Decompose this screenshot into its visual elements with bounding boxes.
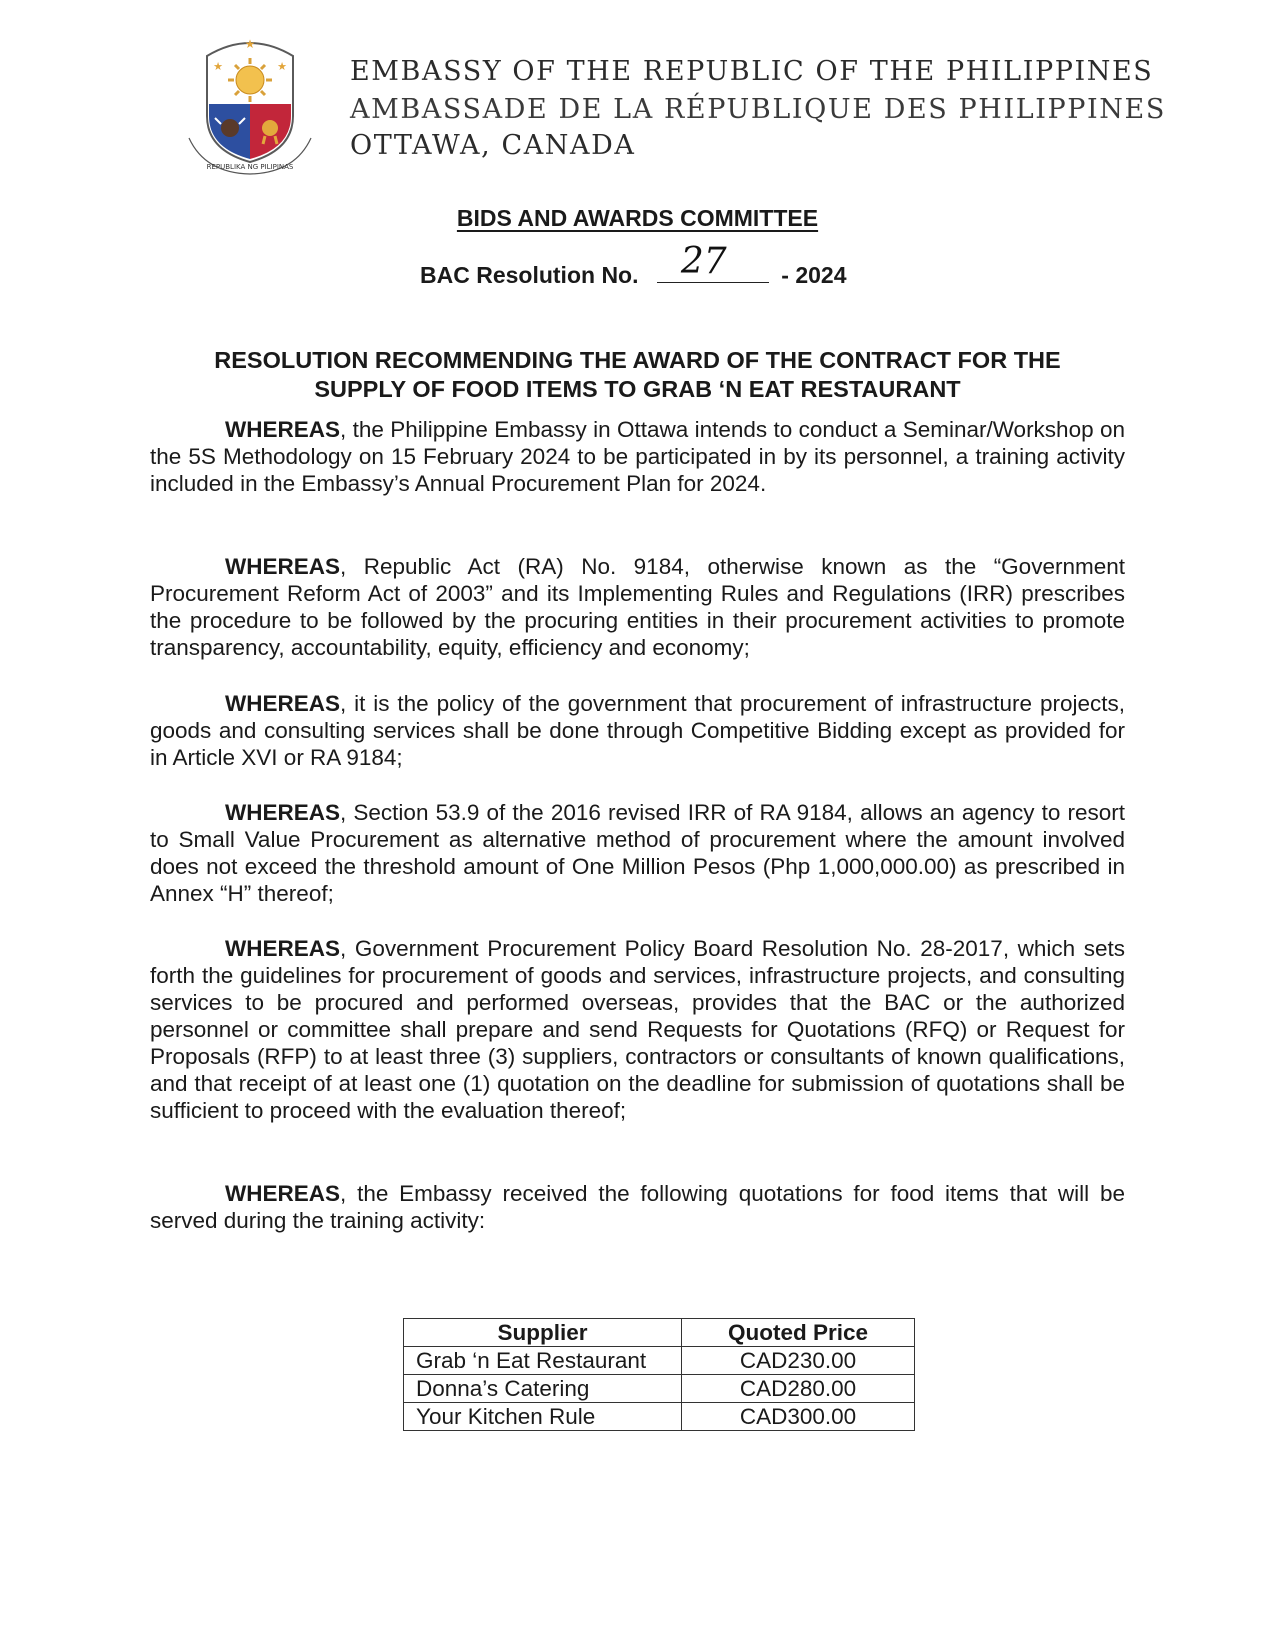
resolution-title <box>150 346 1125 404</box>
whereas-lead: WHEREAS <box>225 691 341 716</box>
resolution-title-line-1: RESOLUTION RECOMMENDING THE AWARD OF THE CONTRACT FOR THE <box>214 347 1061 373</box>
resolution-prefix: BAC Resolution No. <box>420 262 639 288</box>
whereas-lead: WHEREAS <box>225 554 341 579</box>
resolution-number-blank <box>657 241 769 283</box>
whereas-text: , Government Procurement Policy Board Resolution No. 28-2017, which sets forth the guidelines for procurement of goods and services, infrastructure projects, and consulting services to be procured and performed overseas, provides that the BAC or the authorized personnel or committee shall prepare and send Requests for Quotations (RFQ) or Request for Proposals (RFP) to at least three (3) suppliers, contractors or consultants of known qualifications, and that receipt of at least one (1) quotation on the deadline for submission of quotations shall be sufficient to proceed with the evaluation thereof; <box>150 936 1125 1123</box>
whereas-paragraph-5 <box>150 935 1125 1124</box>
svg-text:★: ★ <box>244 37 256 51</box>
whereas-lead: WHEREAS <box>225 936 341 961</box>
letterhead-line-city: OTTAWA, CANADA <box>350 130 636 161</box>
letterhead-line-french: AMBASSADE DE LA RÉPUBLIQUE DES PHILIPPINES <box>350 94 1166 125</box>
committee-heading <box>0 205 1275 232</box>
committee-heading-text: BIDS AND AWARDS COMMITTEE <box>456 205 819 231</box>
whereas-paragraph-6 <box>150 1180 1125 1234</box>
philippine-seal-icon <box>185 28 315 176</box>
price-cell: CAD300.00 <box>682 1403 915 1431</box>
whereas-lead: WHEREAS <box>225 800 341 825</box>
table-row <box>404 1375 915 1403</box>
supplier-cell: Donna’s Catering <box>404 1375 682 1403</box>
resolution-suffix: - 2024 <box>781 262 847 288</box>
whereas-text: , Republic Act (RA) No. 9184, otherwise known as the “Government Procurement Reform Act of 2003” and its Implementing Rules and Regulations (IRR) prescribes the procedure to be followed by the procuring entities in their procurement activities to promote transparency, accountability, equity, efficiency and economy; <box>150 554 1125 660</box>
price-cell: CAD280.00 <box>682 1375 915 1403</box>
whereas-paragraph-3 <box>150 690 1125 771</box>
column-header-quoted-price: Quoted Price <box>682 1319 915 1347</box>
table-row <box>404 1347 915 1375</box>
whereas-lead: WHEREAS <box>225 417 341 442</box>
supplier-cell: Your Kitchen Rule <box>404 1403 682 1431</box>
whereas-text: , Section 53.9 of the 2016 revised IRR of RA 9184, allows an agency to resort to Small Value Procurement as alternative method of procurement where the amount involved does not exceed the threshold amount of One Million Pesos (Php 1,000,000.00) as prescribed in Annex “H” thereof; <box>150 800 1125 906</box>
table-header-row <box>404 1319 915 1347</box>
handwritten-resolution-number: 27 <box>680 241 727 282</box>
table-row <box>404 1403 915 1431</box>
resolution-number <box>420 241 847 289</box>
supplier-cell: Grab ‘n Eat Restaurant <box>404 1347 682 1375</box>
quotations-table <box>403 1318 915 1431</box>
whereas-text: , it is the policy of the government that procurement of infrastructure projects, goods and consulting services shall be done through Competitive Bidding except as provided for in Article XVI or RA 9184; <box>150 691 1125 770</box>
whereas-text: , the Embassy received the following quotations for food items that will be served during the training activity: <box>150 1181 1125 1233</box>
whereas-text: , the Philippine Embassy in Ottawa intends to conduct a Seminar/Workshop on the 5S Methodology on 15 February 2024 to be participated in by its personnel, a training activity included in the Embassy’s Annual Procurement Plan for 2024. <box>150 417 1125 496</box>
whereas-paragraph-2 <box>150 553 1125 661</box>
price-cell: CAD230.00 <box>682 1347 915 1375</box>
svg-text:★: ★ <box>213 60 223 73</box>
whereas-paragraph-4 <box>150 799 1125 907</box>
seal-ribbon-text: REPUBLIKA NG PILIPINAS <box>206 163 294 171</box>
column-header-supplier: Supplier <box>404 1319 682 1347</box>
whereas-lead: WHEREAS <box>225 1181 341 1206</box>
letterhead-line-english: EMBASSY OF THE REPUBLIC OF THE PHILIPPINES <box>350 56 1154 87</box>
resolution-title-line-2: SUPPLY OF FOOD ITEMS TO GRAB ‘N EAT RESTAURANT <box>314 376 961 402</box>
whereas-paragraph-1 <box>150 416 1125 497</box>
svg-text:★: ★ <box>277 60 287 73</box>
